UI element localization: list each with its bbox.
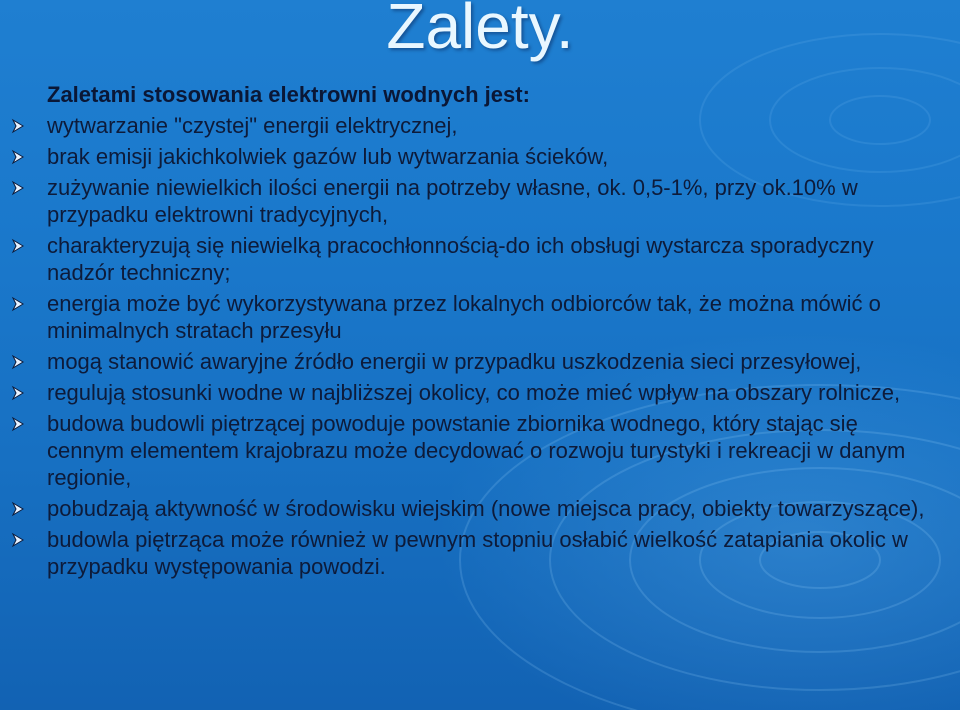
list-item-text: wytwarzanie "czystej" energii elektrycznej, [47,113,458,138]
arrowhead-bullet-icon [10,532,26,548]
list-item [0,410,960,491]
arrowhead-bullet-icon [10,354,26,370]
list-item-text: regulują stosunki wodne w najbliższej okolicy, co może mieć wpływ na obszary rolnicze, [47,380,901,405]
list-item-text: charakteryzują się niewielką pracochłonnością-do ich obsługi wystarcza sporadyczny nadzór techniczny; [47,233,874,285]
arrowhead-bullet-icon [10,501,26,517]
list-item-text: energia może być wykorzystywana przez lokalnych odbiorców tak, że można mówić o minimalnych stratach przesyłu [47,291,881,343]
arrowhead-bullet-icon [10,296,26,312]
intro-heading: Zaletami stosowania elektrowni wodnych jest: [47,82,530,107]
list-item [0,174,960,228]
arrowhead-bullet-icon [10,385,26,401]
list-item-text: brak emisji jakichkolwiek gazów lub wytwarzania ścieków, [47,144,609,169]
list-item-text: budowa budowli piętrzącej powoduje powstanie zbiornika wodnego, który stając się cennym elementem krajobrazu może decydować o rozwoju turystyki i rekreacji w danym regionie, [47,411,906,490]
list-item [0,112,960,139]
arrowhead-bullet-icon [10,416,26,432]
list-item [0,379,960,406]
arrowhead-bullet-icon [10,149,26,165]
list-item [0,526,960,580]
list-item-text: budowla piętrząca może również w pewnym stopniu osłabić wielkość zatapiania okolic w przypadku występowania powodzi. [47,527,908,579]
arrowhead-bullet-icon [10,180,26,196]
list-item-text: pobudzają aktywność w środowisku wiejskim (nowe miejsca pracy, obiekty towarzyszące), [47,496,925,521]
list-item-text: mogą stanowić awaryjne źródło energii w przypadku uszkodzenia sieci przesyłowej, [47,349,862,374]
list-item [0,232,960,286]
list-item [0,348,960,375]
arrowhead-bullet-icon [10,238,26,254]
list-item-text: zużywanie niewielkich ilości energii na potrzeby własne, ok. 0,5-1%, przy ok.10% w przypadku elektrowni tradycyjnych, [47,175,858,227]
advantages-list [0,112,960,584]
list-item [0,143,960,170]
arrowhead-bullet-icon [10,118,26,134]
list-item [0,495,960,522]
slide-title: Zalety. [386,0,574,62]
list-item [0,290,960,344]
